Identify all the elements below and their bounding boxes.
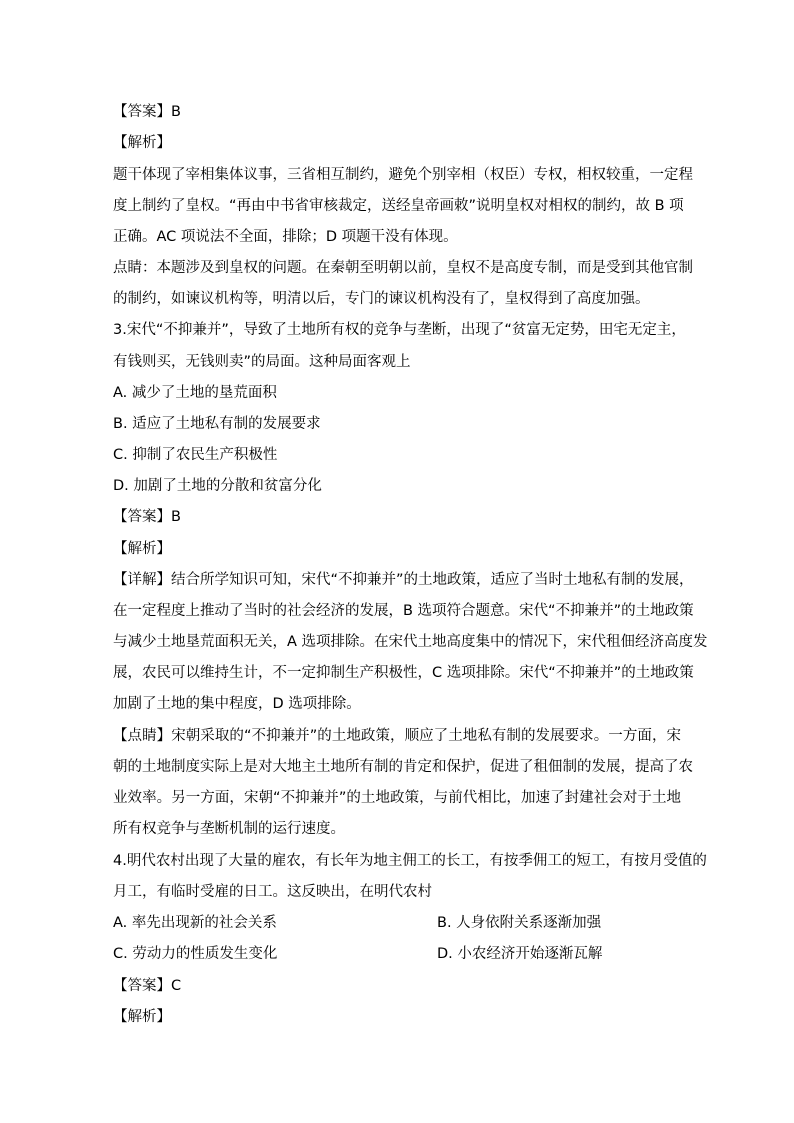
question-stem-line: 月工，有临时受雇的日工。这反映出，在明代农村 bbox=[113, 884, 432, 900]
analysis-label: 【解析】 bbox=[113, 541, 171, 557]
option-c: C. 劳动力的性质发生变化 bbox=[113, 946, 278, 962]
detail-text-line: 展，农民可以维持生计，不一定抑制生产积极性，C 选项排除。宋代“不抑兼并”的土地政策 bbox=[113, 665, 694, 681]
analysis-label: 【解析】 bbox=[113, 135, 171, 151]
detail-text-line: 【详解】结合所学知识可知，宋代“不抑兼并”的土地政策，适应了当时土地私有制的发展， bbox=[113, 572, 694, 588]
detail-text-line: 加剧了土地的集中程度，D 选项排除。 bbox=[113, 696, 361, 712]
points-text-line: 业效率。另一方面，宋朝“不抑兼并”的土地政策，与前代相比，加速了封建社会对于土地 bbox=[113, 790, 681, 806]
option-d: D. 加剧了土地的分散和贫富分化 bbox=[113, 478, 322, 494]
points-text-line: 【点睛】宋朝采取的“不抑兼并”的土地政策，顺应了土地私有制的发展要求。一方面，宋 bbox=[113, 728, 681, 744]
option-a: A. 减少了土地的垦荒面积 bbox=[113, 385, 277, 401]
answer-line: 【答案】B bbox=[113, 104, 181, 120]
detail-text-line: 与减少土地垦荒面积无关，A 选项排除。在宋代土地高度集中的情况下，宋代租佃经济高度发 bbox=[113, 634, 708, 650]
detail-text-line: 在一定程度上推动了当时的社会经济的发展，B 选项符合题意。宋代“不抑兼并”的土地政策 bbox=[113, 603, 694, 619]
points-text-line: 朝的土地制度实际上是对大地主土地所有制的肯定和保护，促进了租佃制的发展，提高了农 bbox=[113, 759, 693, 775]
option-b: B. 人身依附关系逐渐加强 bbox=[437, 915, 602, 931]
option-c: C. 抑制了农民生产积极性 bbox=[113, 447, 278, 463]
option-d: D. 小农经济开始逐渐瓦解 bbox=[437, 946, 603, 962]
points-text-line: 的制约，如谏议机构等，明清以后，专门的谏议机构没有了，皇权得到了高度加强。 bbox=[113, 291, 650, 307]
points-text-line: 点睛：本题涉及到皇权的问题。在秦朝至明朝以前，皇权不是高度专制，而是受到其他官制 bbox=[113, 260, 693, 276]
analysis-label: 【解析】 bbox=[113, 1009, 171, 1025]
analysis-text-line: 度上制约了皇权。“再由中书省审核裁定，送经皇帝画敕”说明皇权对相权的制约，故 B 项 bbox=[113, 198, 684, 214]
question-stem-line: 3.宋代“不抑兼并”，导致了土地所有权的竞争与垄断，出现了“贫富无定势，田宅无定主， bbox=[113, 322, 686, 338]
answer-line: 【答案】C bbox=[113, 978, 182, 994]
points-text-line: 所有权竞争与垄断机制的运行速度。 bbox=[113, 821, 345, 837]
option-b: B. 适应了土地私有制的发展要求 bbox=[113, 416, 321, 432]
analysis-text-line: 题干体现了宰相集体议事，三省相互制约，避免个别宰相（权臣）专权，相权较重，一定程 bbox=[113, 167, 693, 183]
analysis-text-line: 正确。AC 项说法不全面，排除；D 项题干没有体现。 bbox=[113, 229, 458, 245]
option-a: A. 率先出现新的社会关系 bbox=[113, 915, 277, 931]
question-stem-line: 有钱则买，无钱则卖”的局面。这种局面客观上 bbox=[113, 354, 411, 370]
question-stem-line: 4.明代农村出现了大量的雇农，有长年为地主佣工的长工，有按季佣工的短工，有按月受值的 bbox=[113, 853, 707, 869]
answer-line: 【答案】B bbox=[113, 509, 181, 525]
